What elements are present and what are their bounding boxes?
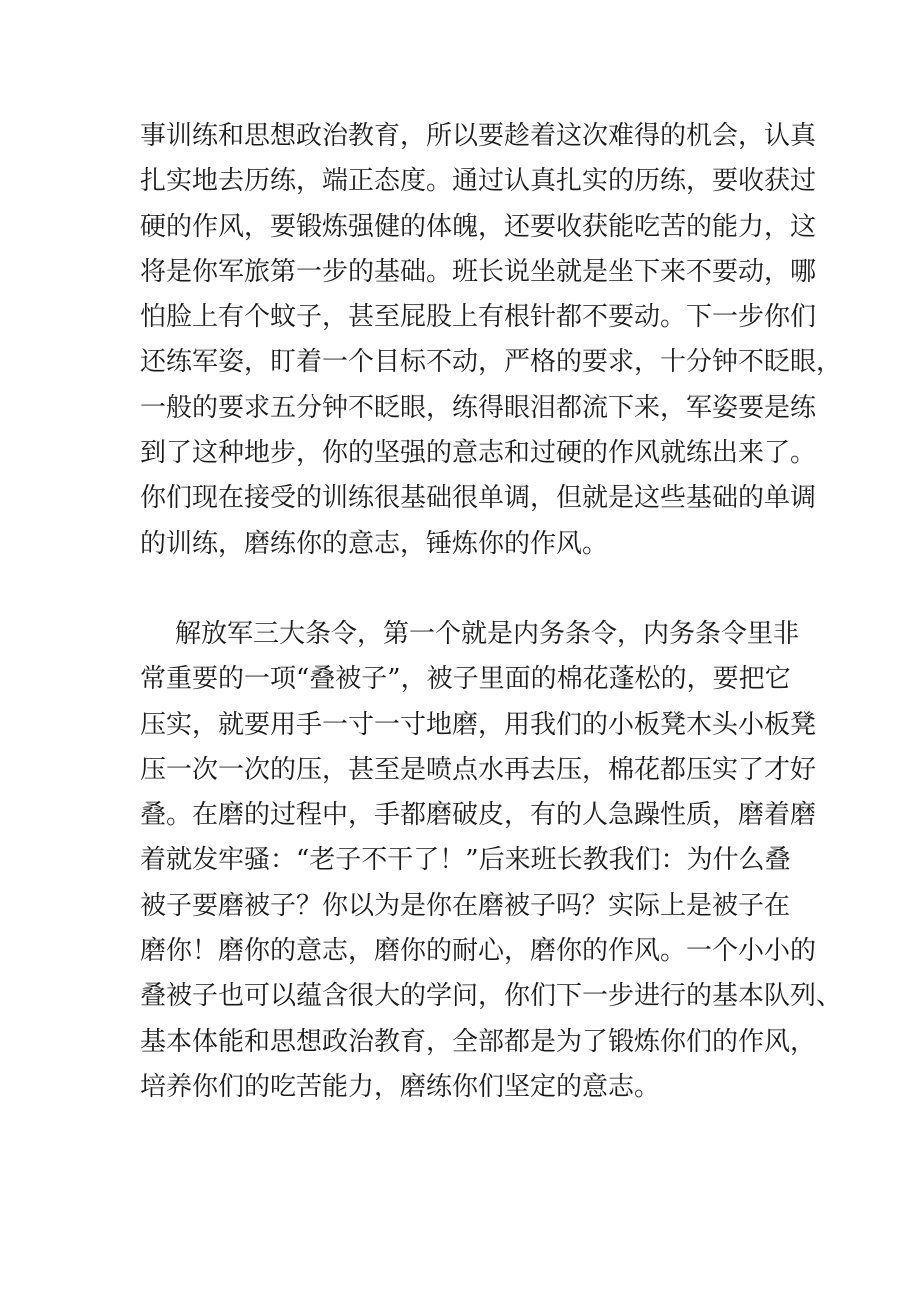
paragraph-line: 解放军三大条令，第一个就是内务条令，内务条令里非 [175,619,800,649]
paragraph-line: 基本体能和思想政治教育，全部都是为了锻炼你们的作风， [140,1026,817,1057]
paragraph-line: 被子要磨被子？你以为是你在磨被子吗？实际上是被子在 [140,890,791,921]
paragraph-line: 你们现在接受的训练很基础很单调，但就是这些基础的单调 [140,483,817,514]
paragraph-line: 压实，就要用手一寸一寸地磨，用我们的小板凳木头小板凳 [140,709,817,740]
paragraph-line: 事训练和思想政治教育，所以要趁着这次难得的机会，认真 [140,121,817,151]
paragraph-line: 硬的作风，要锻炼强健的体魄，还要收获能吃苦的能力，这 [140,211,817,242]
paragraph-line: 压一次一次的压，甚至是喷点水再去压，棉花都压实了才好 [140,754,817,785]
paragraph-line: 到了这种地步，你的坚强的意志和过硬的作风就练出来了。 [140,438,817,469]
paragraph-line: 的训练，磨练你的意志，锤炼你的作风。 [140,528,609,559]
paragraph-2 [140,612,843,1110]
paragraph-line: 叠被子也可以蕴含很大的学问，你们下一步进行的基本队列、 [140,981,843,1012]
paragraph-1 [140,114,843,567]
paragraph-line: 磨你！磨你的意志，磨你的耐心，磨你的作风。一个小小的 [140,936,817,967]
paragraph-line: 着就发牢骚：“老子不干了！”后来班长教我们：为什么叠 [140,845,791,876]
paragraph-line: 叠。在磨的过程中，手都磨破皮，有的人急躁性质，磨着磨 [140,800,817,831]
paragraph-line: 扎实地去历练，端正态度。通过认真扎实的历练，要收获过 [140,166,817,197]
paragraph-line: 还练军姿，盯着一个目标不动，严格的要求，十分钟不眨眼， [140,347,843,378]
paragraph-line: 怕脸上有个蚊子，甚至屁股上有根针都不要动。下一步你们 [140,302,817,333]
paragraph-line: 培养你们的吃苦能力，磨练你们坚定的意志。 [140,1071,661,1102]
paragraph-line: 一般的要求五分钟不眨眼，练得眼泪都流下来，军姿要是练 [140,392,817,423]
paragraph-line: 常重要的一项“叠被子”，被子里面的棉花蓬松的，要把它 [140,664,791,695]
paragraph-line: 将是你军旅第一步的基础。班长说坐就是坐下来不要动，哪 [140,256,817,287]
